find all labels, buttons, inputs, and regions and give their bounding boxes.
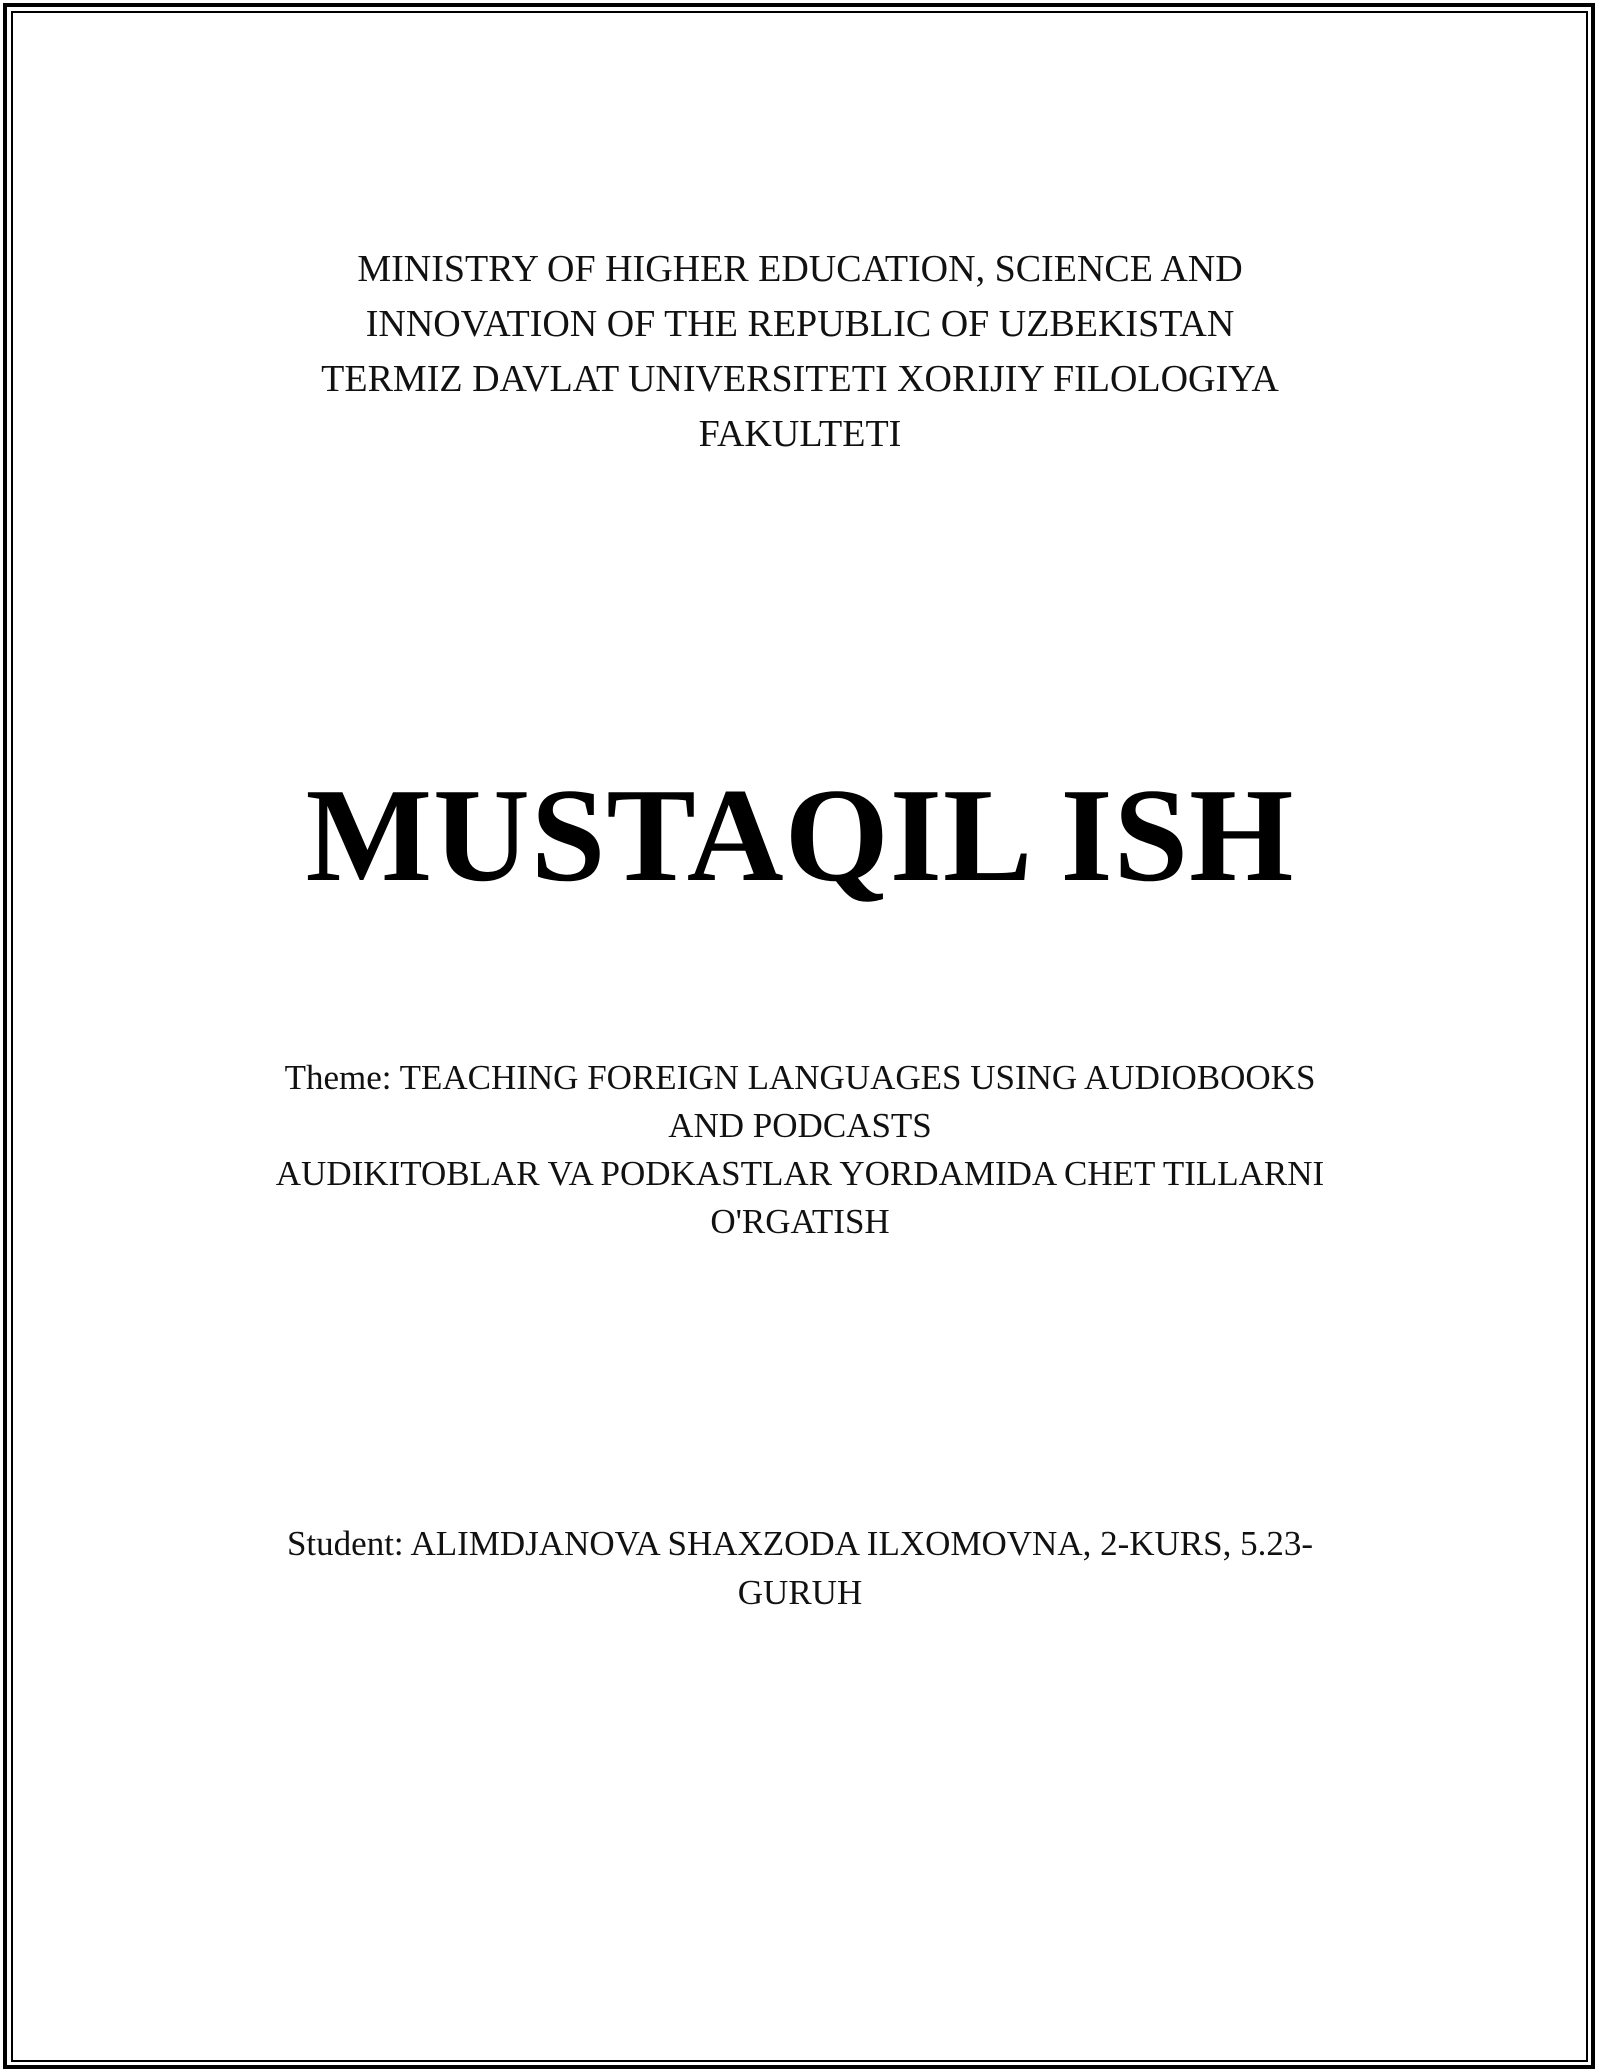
student-info [0,1519,1600,1617]
student-line: Student: ALIMDJANOVA SHAXZODA ILXOMOVNA, 2-KURS, 5.23- [286,1524,1314,1563]
header-line: MINISTRY OF HIGHER EDUCATION, SCIENCE AND [357,248,1243,290]
header-line: FAKULTETI [698,413,902,455]
document-title: MUSTAQIL ISH [305,761,1295,909]
theme-line: O'RGATISH [710,1202,890,1241]
header-line: INNOVATION OF THE REPUBLIC OF UZBEKISTAN [365,303,1235,345]
student-line: GURUH [737,1573,863,1612]
institution-header [0,242,1600,462]
theme-line: Theme: TEACHING FOREIGN LANGUAGES USING AUDIOBOOKS [284,1058,1316,1097]
header-line: TERMIZ DAVLAT UNIVERSITETI XORIJIY FILOLOGIYA [321,358,1279,400]
theme-line: AUDIKITOBLAR VA PODKASTLAR YORDAMIDA CHET TILLARNI [275,1154,1325,1193]
theme-line: AND PODCASTS [668,1106,932,1145]
theme-block [0,1054,1600,1246]
